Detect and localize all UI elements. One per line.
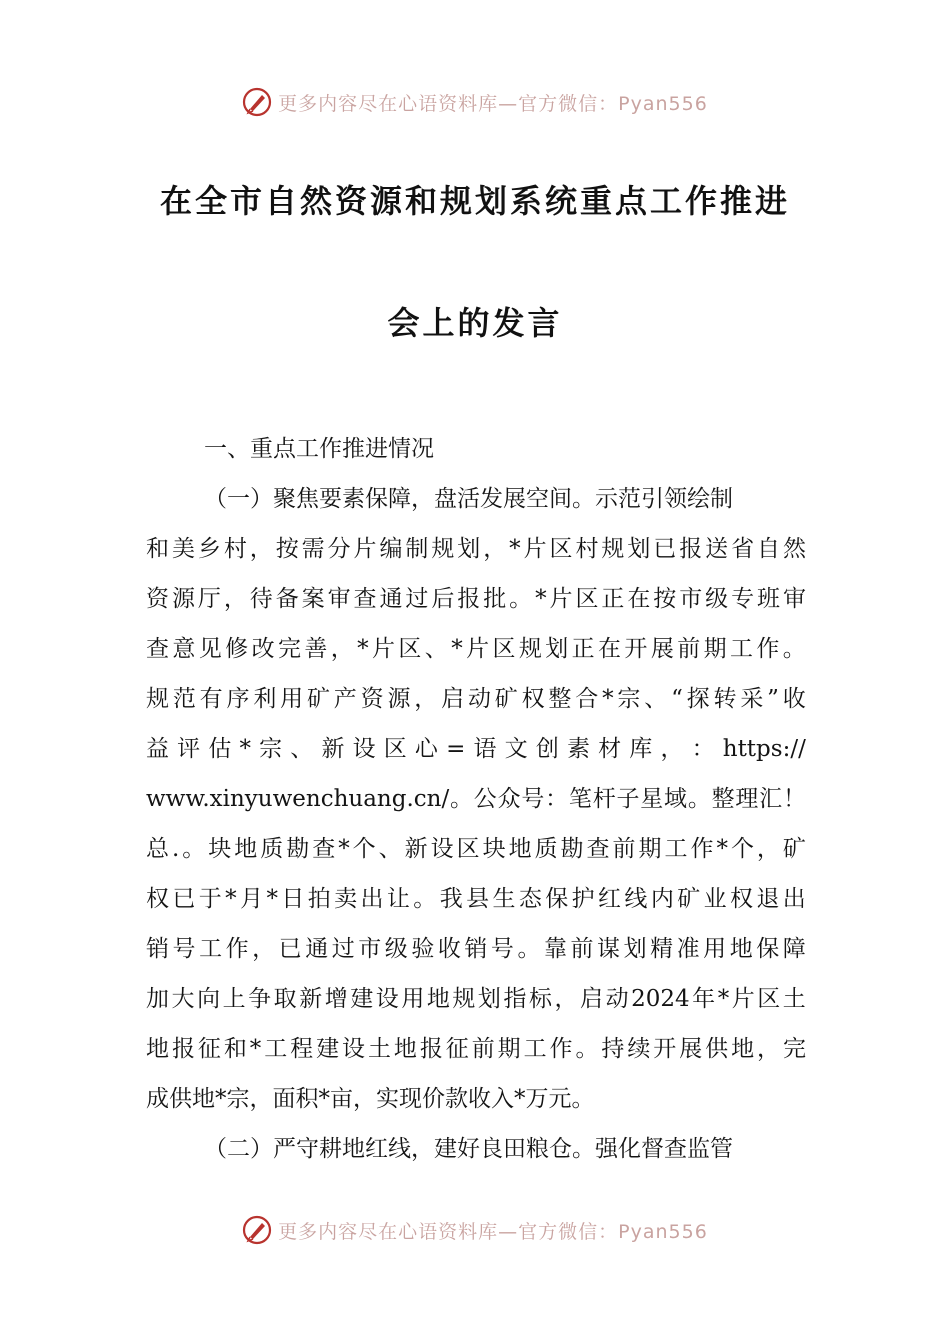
body-line: 规 范 有 序 利 用 矿 产 资 源 ， 启 动 矿 权 整 合 * 宗 、 “ 探 转 采 ” 收 xyxy=(146,686,806,712)
body-line: www.xinyuwenchuang.cn/ 。 公 众 号 ： 笔 杆 子 星 域 。 整 理 汇 ！ xyxy=(146,786,806,812)
document-body xyxy=(146,430,806,1180)
body-line: 权 已 于 * 月 * 日 拍 卖 出 让 。 我 县 生 态 保 护 红 线 内 矿 业 权 退 出 xyxy=(146,886,806,912)
body-line: 一、重点工作推进情况 xyxy=(204,436,434,462)
body-line: （二）严守耕地红线，建好良田粮仓。强化督查监管 xyxy=(204,1136,733,1162)
watermark-text: 更多内容尽在心语资料库—官方微信：Pyan556 xyxy=(278,92,708,115)
document-title-line-1: 在全市自然资源和规划系统重点工作推进 xyxy=(159,182,790,220)
body-line: 益 评 估 * 宗 、 新 设 区 心 = 语 文 创 素 材 库 ， ： https:// xyxy=(146,736,806,762)
body-line: 地 报 征 和 * 工 程 建 设 土 地 报 征 前 期 工 作 。 持 续 开 展 供 地 ， 完 xyxy=(146,1036,806,1062)
quill-logo-icon xyxy=(242,1215,272,1245)
quill-logo-icon xyxy=(242,87,272,117)
watermark-text: 更多内容尽在心语资料库—官方微信：Pyan556 xyxy=(278,1220,708,1243)
watermark-banner-bottom xyxy=(0,1210,950,1250)
body-line: 和 美 乡 村 ， 按 需 分 片 编 制 规 划 ， * 片 区 村 规 划 已 报 送 省 自 然 xyxy=(146,536,806,562)
document-title-line-2: 会上的发言 xyxy=(387,304,563,342)
watermark-banner-top xyxy=(0,82,950,122)
body-line: 加 大 向 上 争 取 新 增 建 设 用 地 规 划 指 标 ， 启 动 2024 年 * 片 区 土 xyxy=(146,986,806,1012)
body-line: 销 号 工 作 ， 已 通 过 市 级 验 收 销 号 。 靠 前 谋 划 精 准 用 地 保 障 xyxy=(146,936,806,962)
body-line: （一）聚焦要素保障，盘活发展空间。示范引领绘制 xyxy=(204,486,733,512)
body-line: 总 . 。 块 地 质 勘 查 * 个 、 新 设 区 块 地 质 勘 查 前 期 工 作 * 个 ， 矿 xyxy=(146,836,806,862)
body-line: 资 源 厅 ， 待 备 案 审 查 通 过 后 报 批 。 * 片 区 正 在 按 市 级 专 班 审 xyxy=(146,586,806,612)
body-line: 成供地*宗，面积*亩，实现价款收入*万元。 xyxy=(146,1086,595,1112)
body-line: 查 意 见 修 改 完 善 ， * 片 区 、 * 片 区 规 划 正 在 开 展 前 期 工 作 。 xyxy=(146,636,806,662)
